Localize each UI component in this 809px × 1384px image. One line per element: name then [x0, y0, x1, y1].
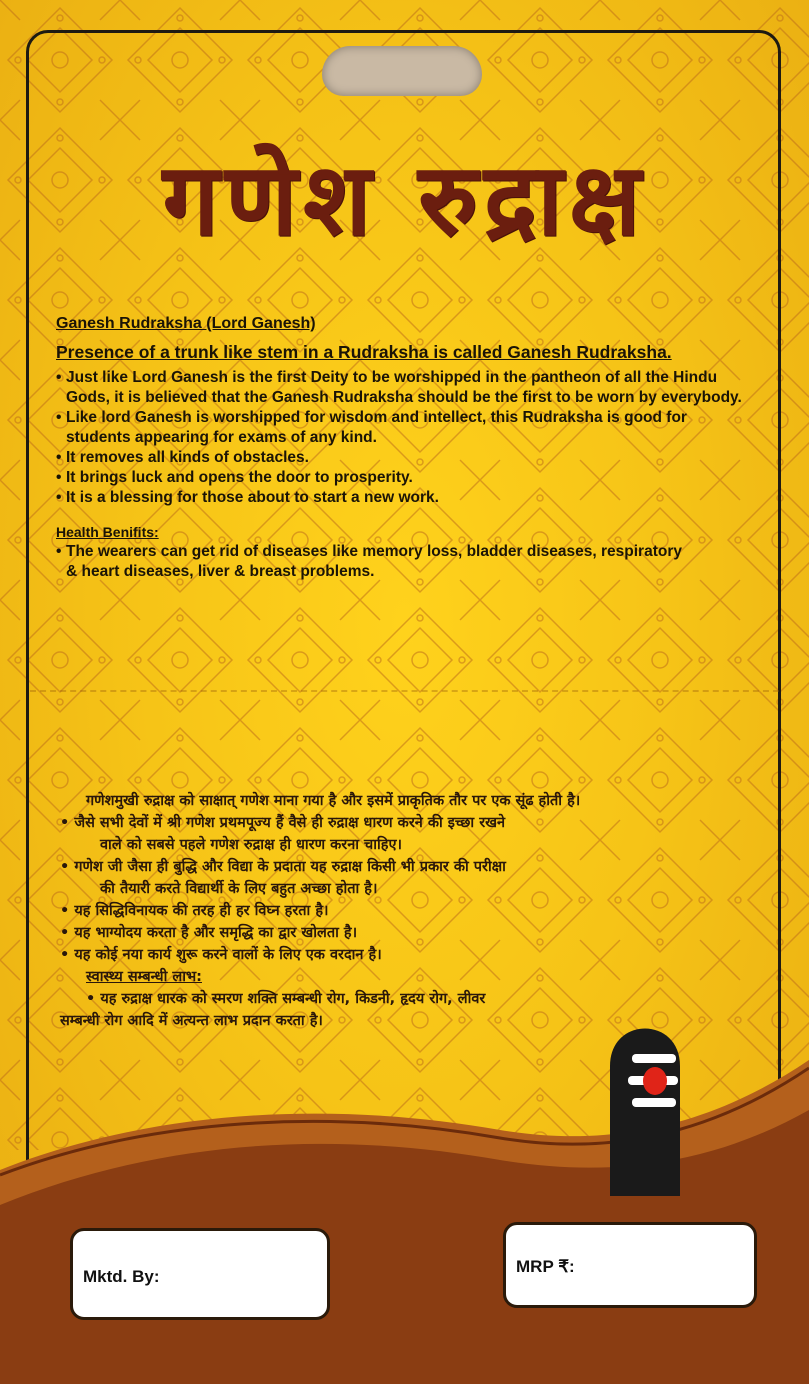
hindi-health-heading: स्वास्थ्य सम्बन्धी लाभ: — [86, 969, 202, 985]
list-item: • यह भाग्योदय करता है और समृद्धि का द्वार खोलता है। — [60, 925, 358, 941]
mrp-field: MRP ₹: — [503, 1222, 757, 1308]
list-item: • यह रुद्राक्ष धारक को स्मरण शक्ति सम्बन्धी रोग, किडनी, हृदय रोग, लीवर — [86, 991, 486, 1007]
marketed-by-field: Mktd. By: — [70, 1228, 330, 1320]
list-item: • Like lord Ganesh is worshipped for wisdom and intellect, this Rudraksha is good for students appearing for exams of any kind. — [56, 409, 687, 446]
list-item: • It brings luck and opens the door to prosperity. — [56, 469, 413, 486]
english-subheading: Presence of a trunk like stem in a Rudraksha is called Ganesh Rudraksha. — [56, 342, 672, 362]
list-item: • Just like Lord Ganesh is the first Deity to be worshipped in the pantheon of all the Hindu Gods, it is believed that the Ganesh Rudraksha should be the first to be worn by everybody. — [56, 369, 742, 406]
english-heading: Ganesh Rudraksha (Lord Ganesh) — [56, 315, 316, 332]
page-title: गणेश रुद्राक्ष — [162, 141, 647, 258]
list-item: • It removes all kinds of obstacles. — [56, 449, 309, 466]
list-item: • जैसे सभी देवों में श्री गणेश प्रथमपूज्य हैं वैसे ही रुद्राक्ष धारण करने की इच्छा रखने — [60, 815, 506, 831]
hindi-description — [60, 790, 780, 1032]
list-item-cont: वाले को सबसे पहले गणेश रुद्राक्ष ही धारण करना चाहिए। — [100, 837, 402, 853]
list-item: • गणेश जी जैसा ही बुद्धि और विद्या के प्रदाता यह रुद्राक्ष किसी भी प्रकार की परीक्षा — [60, 859, 506, 875]
english-description — [56, 314, 776, 582]
hang-hole — [322, 46, 482, 96]
list-item: • It is a blessing for those about to start a new work. — [56, 489, 439, 506]
shivling-icon — [600, 1006, 690, 1196]
list-item: • यह सिद्धिविनायक की तरह ही हर विघ्न हरता है। — [60, 903, 329, 919]
list-item: • The wearers can get rid of diseases like memory loss, bladder diseases, respiratory & heart diseases, liver & breast problems. — [56, 543, 682, 580]
fold-line — [30, 690, 779, 692]
list-item-cont: की तैयारी करते विद्यार्थी के लिए बहुत अच्छा होता है। — [100, 881, 378, 897]
list-item: • यह कोई नया कार्य शुरू करने वालों के लिए एक वरदान है। — [60, 947, 382, 963]
health-heading: Health Benifits: — [56, 524, 159, 540]
list-item-cont: सम्बन्धी रोग आदि में अत्यन्त लाभ प्रदान करता है। — [60, 1013, 323, 1029]
hindi-intro: गणेशमुखी रुद्राक्ष को साक्षात् गणेश माना गया है और इसमें प्राकृतिक तौर पर एक सूंढ होती है। — [86, 793, 581, 809]
